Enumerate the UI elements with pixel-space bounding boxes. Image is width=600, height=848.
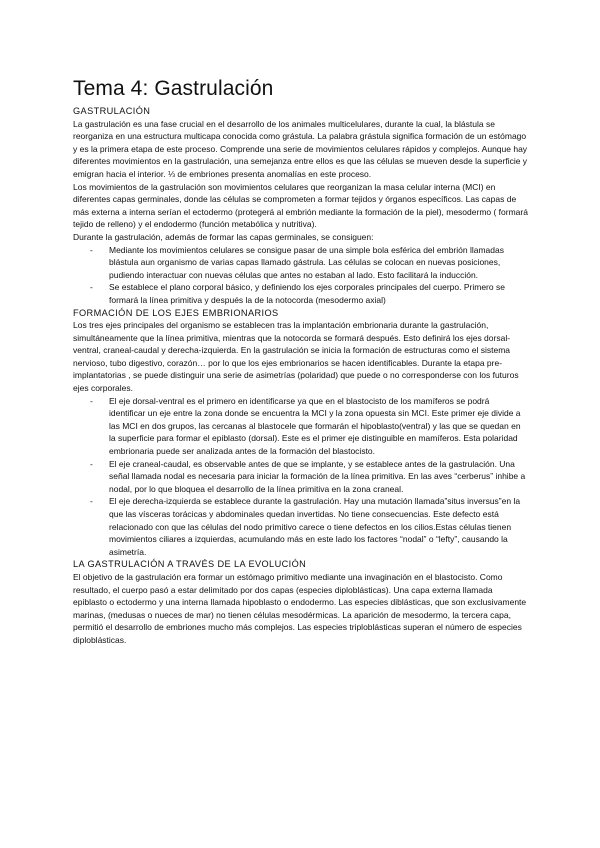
dash-bullet-icon: - xyxy=(90,496,93,507)
section-heading: LA GASTRULACIÓN A TRAVÉS DE LA EVOLUCIÓN xyxy=(73,559,307,570)
dash-bullet-icon: - xyxy=(90,282,93,293)
paragraph: Durante la gastrulación, además de formar las capas germinales, se consiguen: xyxy=(73,231,374,242)
bullet-list xyxy=(73,395,528,559)
list-item-text: Se establece el plano corporal básico, y definiendo los ejes corporales principales del cuerpo. Primero se formará la línea primitiva y después la de la notocorda (mesodermo axial) xyxy=(109,282,505,305)
paragraph: La gastrulación es una fase crucial en el desarrollo de los animales multicelulares, durante la cual, la blástula se reorganiza en una estructura multicapa conocida como grástula. La palabra grástula significa formación de un estómago y es la primera etapa de este proceso. Comprende una serie de movimientos celulares rápidos y complejos. Aunque hay diferentes movimientos en la gastrulación, una semejanza entre ellos es que las células se mueven desde la superficie y emigran hacia el interior. ⅓ de embriones presenta anomalías en este proceso. xyxy=(73,118,528,179)
document-body xyxy=(73,78,528,647)
paragraph: Los tres ejes principales del organismo se establecen tras la implantación embrionaria durante la gastrulación, simultáneamente que la línea primitiva, mientras que la notocorda se formará después. Esto definirá los ejes dorsal-ventral, craneal-caudal y derecha-izquierda. En la gastrulación se inicia la formación de estructuras como el sistema nervioso, tubo digestivo, corazón… por lo que los ejes embrionarios se hacen identificables. Durante la etapa pre-implantatorias , se puede distinguir una serie de asimetrías (polaridad) que puede o no corresponderse con los futuros ejes corporales. xyxy=(73,320,519,394)
section-evolucion xyxy=(73,558,528,646)
list-item-text: El eje derecha-izquierda se establece durante la gastrulación. Hay una mutación llamada”situs inversus”en la que las vísceras torácicas y abdominales quedan invertidas. No tiene consecuencias. Este defecto está relacionado con que las células del nodo primitivo carece o tiene defectos en los cilios.Estas células tienen movimientos ciliares a izquierdas, acumulando más en este lado los factores “nodal” o “lefty”, causando la asimetría. xyxy=(109,496,521,557)
list-item xyxy=(73,495,528,558)
section-gastrulacion xyxy=(73,105,528,307)
list-item xyxy=(73,244,528,282)
paragraph: Los movimientos de la gastrulación son movimientos celulares que reorganizan la masa celular interna (MCI) en diferentes capas germinales, donde las células se comprometen a formar tejidos y órganos específicos. Las capas de más externa a interna serían el ectodermo (protegerá al embrión mediante la formación de la piel), mesodermo ( formará tejido de relleno) y el endodermo (función metabólica y nutritiva). xyxy=(73,181,528,230)
bullet-list xyxy=(73,244,528,307)
paragraph: El objetivo de la gastrulación era formar un estómago primitivo mediante una invaginación en el blastocisto. Como resultado, el cuerpo pasó a estar delimitado por dos capas (especies diploblásticas). Una capa externa llamada epiblasto o ectodermo y una interna llamada hipoblasto o endodermo. Las especies diblásticas, que son exclusivamente marinas, (medusas o nueces de mar) no tienen células mesodérmicas. La aparición de mesodermo, la tercera capa, permitió el desarrollo de embriones mucho más complejos. Las especies triploblásticas superan el número de especies diploblásticas. xyxy=(73,571,527,645)
section-heading: FORMACIÓN DE LOS EJES EMBRIONARIOS xyxy=(73,307,279,318)
list-item-text: El eje craneal-caudal, es observable antes de que se implante, y se establece antes de la gastrulación. Una señal llamada nodal es necesaria para iniciar la formación de la línea primitiva. En las aves “cerberus” inhibe a nodal, por lo que bloquea el desarrollo de la línea primitiva en la zona craneal. xyxy=(109,458,526,494)
list-item-text: Mediante los movimientos celulares se consigue pasar de una simple bola esférica del embrión llamadas blástula aun organismo de varias capas llamado gástrula. Las células se colocan en nuevas posiciones, pudiendo interactuar con nuevas células que antes no estaban al lado. Esto facilitará la inducción. xyxy=(109,244,504,280)
section-heading: GASTRULACIÓN xyxy=(73,106,151,116)
dash-bullet-icon: - xyxy=(90,244,93,255)
dash-bullet-icon: - xyxy=(90,395,93,406)
list-item xyxy=(73,395,528,458)
section-formacion-ejes xyxy=(73,307,528,559)
list-item xyxy=(73,458,528,496)
list-item xyxy=(73,281,528,306)
dash-bullet-icon: - xyxy=(90,458,93,469)
list-item-text: El eje dorsal-ventral es el primero en identificarse ya que en el blastocisto de los mamíferos se podrá identificar un eje entre la zona donde se encuentra la MCI y la zona opuesta sin MCI. Este primer eje divide a las MCI en dos grupos, las cercanas al blastocele que formarán el hipoblasto(ventral) y las que se quedan en la superficie para formar el epiblasto (dorsal). Este es el primer eje distinguible en mamíferos. Esta polaridad embrionaria puede ser analizada antes de la formación del blastocisto. xyxy=(109,395,521,457)
page-title: Tema 4: Gastrulación xyxy=(73,77,274,100)
